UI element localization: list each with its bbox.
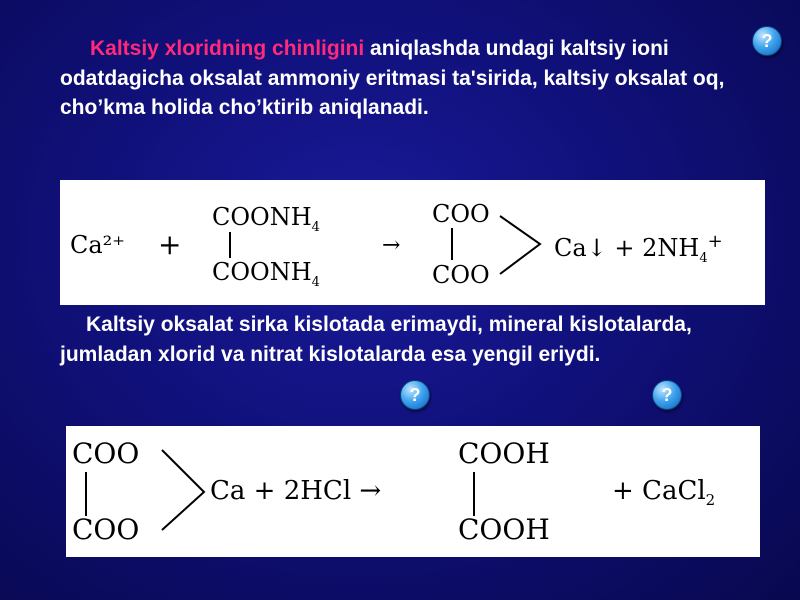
calcium-chloride: + CaCl$_2$ xyxy=(612,476,716,510)
oxalic-acid-bottom: COOH xyxy=(458,513,550,546)
plus-sign: + xyxy=(158,228,182,261)
intro-text: aniqlashda undagi kaltsiy ioni odatdagicha oksalat ammoniy eritmasi ta'sirida, kaltsiy oksalat oq, cho’kma holida cho’ktirib aniqlanadi. xyxy=(60,37,725,119)
oxalate-top: COO xyxy=(432,200,490,228)
highlighted-phrase: Kaltsiy xloridning chinligini xyxy=(90,37,365,60)
reaction-2-formula xyxy=(66,426,760,557)
solubility-text: Kaltsiy oksalat sirka kislotada erimaydi, mineral kislotalarda, jumladan xlorid va nitrat kislotalarda esa yengil eriydi. xyxy=(60,313,692,366)
oxalate-bottom: COO xyxy=(432,261,490,289)
reaction-1-formula xyxy=(60,180,765,305)
intro-paragraph xyxy=(60,34,795,123)
oxalic-acid-top: COOH xyxy=(458,437,550,470)
oxalate-bottom: COO xyxy=(72,513,140,546)
reaction-arrow: → xyxy=(382,233,401,258)
calcium-ion: Ca²⁺ xyxy=(70,231,125,259)
help-button-2[interactable]: ? xyxy=(400,380,430,410)
reaction-2-middle: Ca + 2HCl → xyxy=(210,476,382,506)
oxalate-top: COO xyxy=(72,437,140,470)
ammonium-oxalate-top: $COONH_4$ xyxy=(212,203,320,235)
ammonium-oxalate-bottom: $COONH_4$ xyxy=(212,258,320,290)
help-button-1[interactable]: ? xyxy=(752,26,782,56)
solubility-paragraph xyxy=(60,310,760,369)
help-button-3[interactable]: ? xyxy=(652,380,682,410)
reaction-1-products: Ca↓ + $2NH_4^+$ xyxy=(554,231,723,266)
